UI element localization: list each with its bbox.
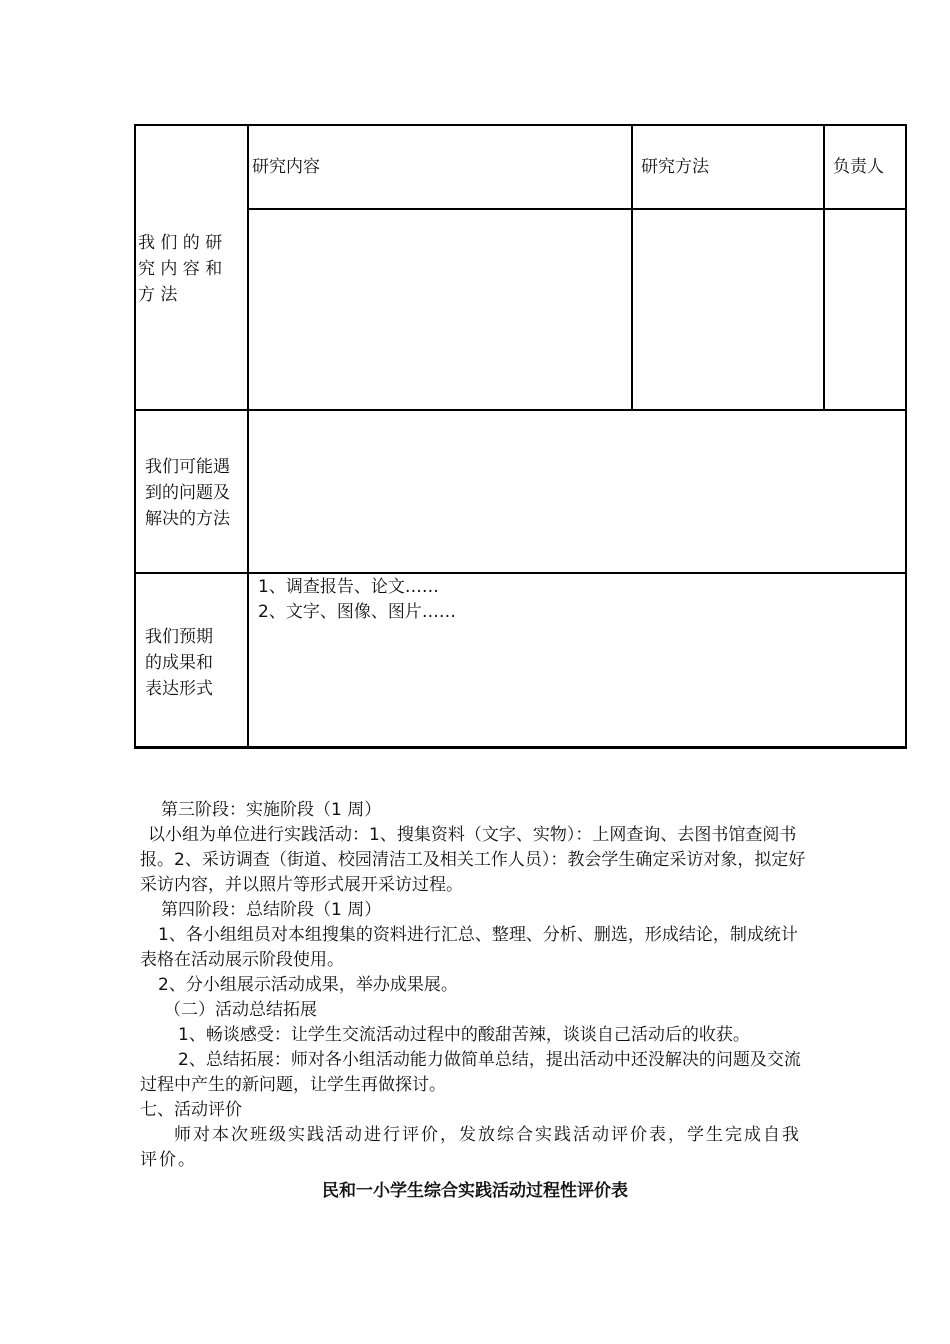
row2-label-line2: 到的问题及 (145, 483, 230, 503)
summary-heading: （二）活动总结拓展 (164, 1000, 317, 1020)
table-border-top (134, 124, 907, 126)
row2-label-line3: 解决的方法 (145, 509, 230, 529)
header-research-method: 研究方法 (641, 157, 709, 177)
table-border-bottom (134, 746, 907, 749)
summary-item1: 1、畅谈感受：让学生交流活动过程中的酸甜苦辣，谈谈自己活动后的收获。 (178, 1025, 750, 1045)
table-subcol-divider-2 (823, 124, 825, 411)
summary-item2: 2、总结拓展：师对各小组活动能力做简单总结，提出活动中还没解决的问题及交流过程中产生的新问题，让学生再做探讨。 (140, 1050, 801, 1095)
stage4-item1: 1、各小组组员对本组搜集的资料进行汇总、整理、分析、删选，形成结论，制成统计表格在活动展示阶段使用。 (140, 925, 798, 970)
evaluation-table-title: 民和一小学生综合实践活动过程性评价表 (322, 1181, 628, 1201)
stage4-item2: 2、分小组展示活动成果，举办成果展。 (158, 975, 458, 995)
row1-label-line2: 究 内 容 和 (138, 259, 223, 279)
row2-label-line1: 我们可能遇 (145, 457, 230, 477)
table-border-right (905, 124, 907, 749)
table-subcol-divider-1 (631, 124, 633, 411)
stage3-heading: 第三阶段：实施阶段（1 周） (161, 800, 382, 820)
row1-label-line3: 方 法 (138, 285, 178, 305)
stage3-description: 以小组为单位进行实践活动：1、搜集资料（文字、实物）：上网查询、去图书馆查阅书报。2、采访调查（街道、校园清洁工及相关工作人员）：教会学生确定采访对象，拟定好采访内容，并以照片等形式展开采访过程。 (140, 825, 806, 895)
table-label-divider (247, 124, 249, 749)
table-border-left (134, 124, 136, 749)
section7-description: 师对本次班级实践活动进行评价，发放综合实践活动评价表，学生完成自我评价。 (140, 1125, 801, 1170)
table-row-separator-2 (134, 572, 907, 574)
row3-label-line3: 表达形式 (145, 679, 213, 699)
section7-heading: 七、活动评价 (140, 1100, 242, 1120)
row3-content-line2: 2、文字、图像、图片…… (258, 602, 456, 622)
row3-label-line1: 我们预期 (145, 627, 213, 647)
row3-content-line1: 1、调查报告、论文…… (258, 577, 439, 597)
header-research-content: 研究内容 (252, 157, 320, 177)
stage4-heading: 第四阶段：总结阶段（1 周） (161, 900, 382, 920)
row1-label-line1: 我 们 的 研 (138, 233, 223, 253)
header-responsible-person: 负责人 (833, 157, 884, 177)
table-header-separator (247, 208, 907, 210)
table-row-separator-1 (134, 409, 907, 411)
row3-label-line2: 的成果和 (145, 653, 213, 673)
